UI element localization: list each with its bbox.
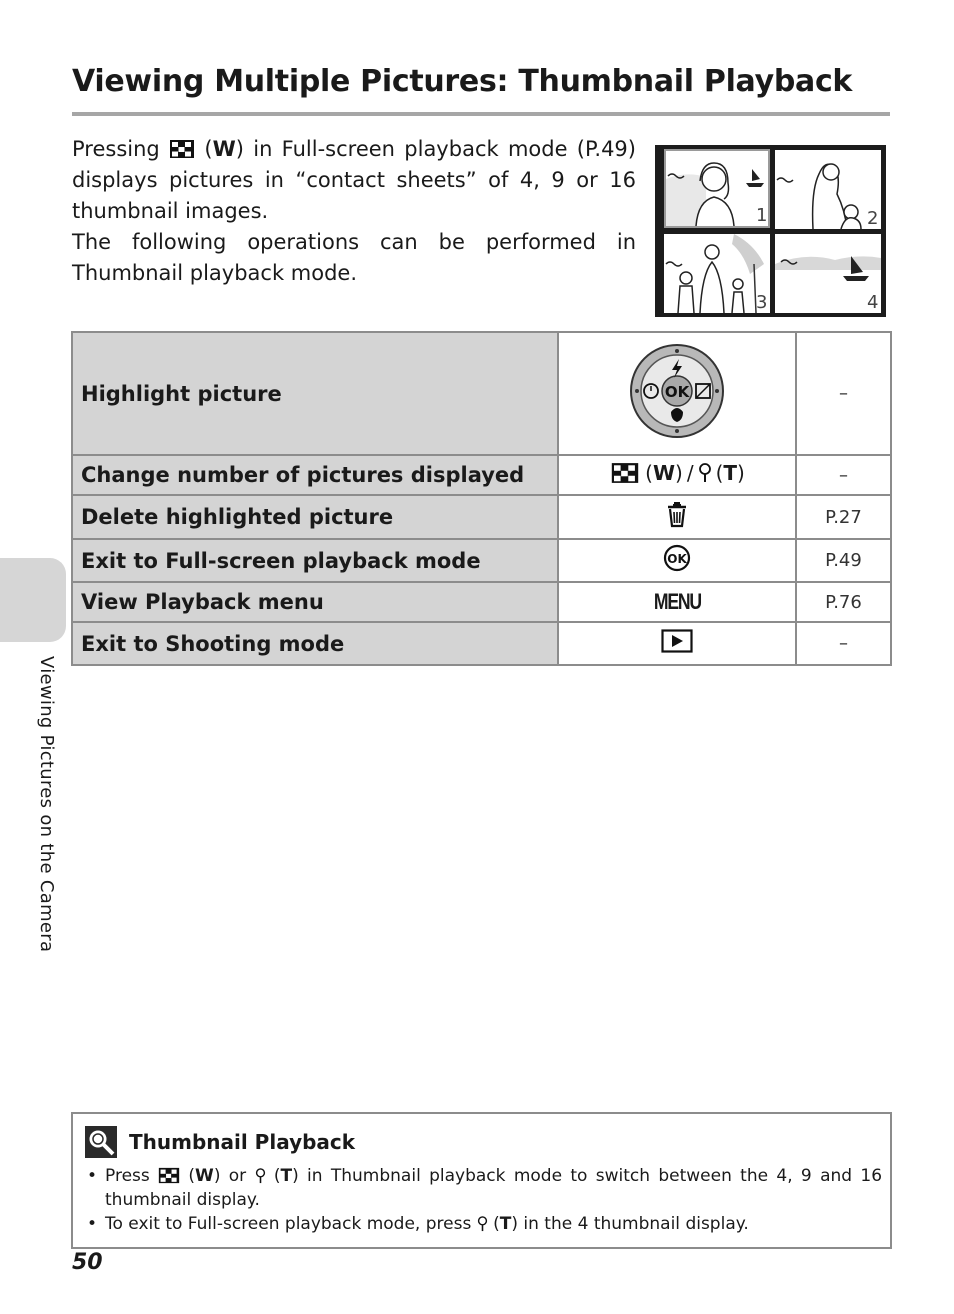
op-page-delete: P.27: [796, 495, 891, 539]
op-label-exit-fullscreen: Exit to Full-screen playback mode: [72, 539, 558, 582]
table-row: [72, 582, 891, 622]
thumbnail-2: [775, 150, 881, 229]
trash-icon: [666, 502, 688, 528]
t-key: T: [499, 1214, 512, 1234]
table-row: [72, 332, 891, 455]
thumbnail-icon: [609, 462, 641, 484]
play-icon: [661, 629, 693, 653]
op-page-highlight: –: [796, 332, 891, 455]
thumbnail-3: [664, 234, 770, 313]
multi-selector-icon: [627, 342, 727, 440]
op-label-exit-shooting: Exit to Shooting mode: [72, 622, 558, 665]
op-control-playback-menu: [558, 582, 796, 622]
note-list: [81, 1164, 882, 1236]
note-title: Thumbnail Playback: [129, 1130, 356, 1154]
thumbnail-number-3: 3: [756, 292, 768, 313]
op-label-delete: Delete highlighted picture: [72, 495, 558, 539]
list-item: • Press (W) or (T) in Thumbnail playback mode to switch between the 4, 9 and 16 thumbnail display.: [81, 1164, 882, 1212]
thumbnail-number-4: 4: [867, 292, 879, 313]
zoom-icon: [477, 1216, 488, 1232]
thumbnail-4: [775, 234, 881, 313]
svg-text:OK: OK: [667, 552, 687, 566]
ok-icon: [663, 544, 691, 572]
intro-paragraph-1: Pressing (W) in Full-screen playback mode (P.49) displays pictures in “contact sheets” of 4, 9 or 16 thumbnail images.: [72, 137, 636, 223]
op-page-exit-shooting: –: [796, 622, 891, 665]
operations-table: [71, 331, 892, 666]
op-label-highlight: Highlight picture: [72, 332, 558, 455]
page-number: 50: [72, 1250, 103, 1275]
op-control-exit-fullscreen: [558, 539, 796, 582]
thumbnail-icon: [158, 1167, 180, 1184]
op-label-change-number: Change number of pictures displayed: [72, 455, 558, 495]
thumbnail-1: [664, 149, 770, 228]
w-key: W: [652, 461, 676, 485]
thumbnail-icon: [169, 139, 195, 159]
table-row: [72, 455, 891, 495]
thumbnail-number-1: 1: [756, 205, 768, 226]
chapter-tab: [0, 558, 66, 642]
op-page-exit-fullscreen: P.49: [796, 539, 891, 582]
note-box: [71, 1112, 892, 1249]
intro-text: [72, 134, 636, 289]
op-page-change-number: –: [796, 455, 891, 495]
t-key: T: [723, 461, 738, 485]
svg-text:OK: OK: [664, 383, 690, 401]
w-key: W: [212, 137, 236, 161]
table-row: [72, 495, 891, 539]
thumbnail-number-2: 2: [867, 208, 879, 229]
note-header: [85, 1126, 355, 1158]
op-control-change-number: (W) / (T): [558, 455, 796, 495]
magnifier-note-icon: [85, 1126, 117, 1158]
menu-icon: MENU: [653, 589, 701, 614]
list-item: • To exit to Full-screen playback mode, press (T) in the 4 thumbnail display.: [81, 1212, 882, 1236]
chapter-label: Viewing Pictures on the Camera: [36, 656, 57, 953]
zoom-icon: [698, 463, 712, 483]
op-control-delete: [558, 495, 796, 539]
thumbnail-lcd-illustration: [655, 145, 886, 317]
table-row: [72, 622, 891, 665]
op-control-highlight: [558, 332, 796, 455]
op-control-exit-shooting: [558, 622, 796, 665]
intro-paragraph-2: The following operations can be performed in Thumbnail playback mode.: [72, 230, 636, 285]
page-title: Viewing Multiple Pictures: Thumbnail Playback: [72, 64, 853, 99]
t-key: T: [280, 1166, 293, 1186]
w-key: W: [195, 1166, 214, 1186]
op-page-playback-menu: P.76: [796, 582, 891, 622]
op-label-playback-menu: View Playback menu: [72, 582, 558, 622]
table-row: [72, 539, 891, 582]
title-underline: [72, 112, 890, 116]
zoom-icon: [255, 1168, 266, 1184]
